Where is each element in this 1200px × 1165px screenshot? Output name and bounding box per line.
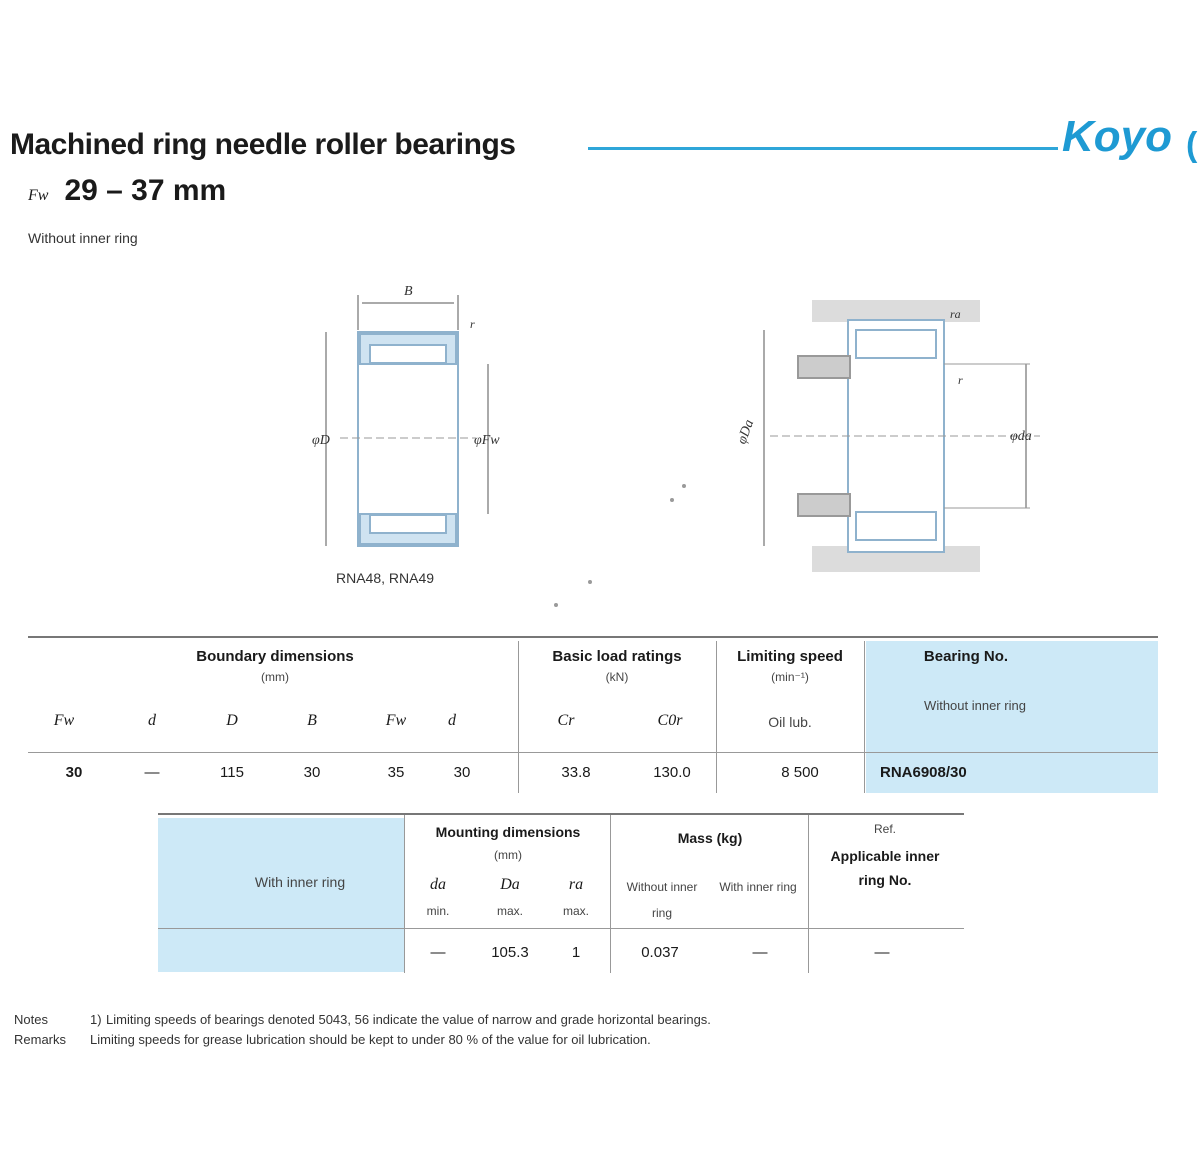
dim-label-da-upper: φda xyxy=(1010,429,1032,444)
remark-text: Limiting speeds for grease lubrication should be kept to under 80 % of the value for oil lubrication. xyxy=(90,1032,651,1047)
cell-ra: 1 xyxy=(571,944,581,961)
table-divider xyxy=(864,641,865,793)
footnotes xyxy=(14,1010,711,1050)
col-sub-da: min. xyxy=(426,904,450,918)
cell-d2: 30 xyxy=(453,764,471,781)
col-header-outer-d: D xyxy=(226,712,238,729)
col-header-d: d xyxy=(148,712,156,729)
group-header-speed: Limiting speed xyxy=(737,648,843,665)
dim-label-d: φD xyxy=(312,433,330,448)
lower-table-top-rule xyxy=(158,813,964,815)
table-top-rule xyxy=(28,636,1158,638)
brand-mark: ( xyxy=(1186,126,1198,164)
with-inner-ring-label: With inner ring xyxy=(254,874,346,890)
note-text: Limiting speeds of bearings denoted 5043, 56 indicate the value of narrow and grade horizontal bearings. xyxy=(106,1012,711,1027)
col-header-da: da xyxy=(430,876,446,893)
bearing-subheader: Without inner ring xyxy=(924,698,1026,713)
cell-cr: 33.8 xyxy=(561,764,591,781)
group-unit-speed: (min⁻¹) xyxy=(771,670,809,684)
cell-b: 30 xyxy=(303,764,321,781)
cell-da-upper: 105.3 xyxy=(491,944,529,961)
col-header-ra: ra xyxy=(568,876,584,893)
col-header-fw: Fw xyxy=(53,712,75,729)
note-label: Notes xyxy=(14,1012,48,1027)
mass-col-without: Without inner ring xyxy=(626,880,698,920)
remark-label: Remarks xyxy=(14,1032,67,1047)
group-header-load: Basic load ratings xyxy=(552,648,682,665)
lower-table-divider xyxy=(404,815,405,973)
cell-outer-d: 115 xyxy=(220,764,244,781)
col-header-oil: Oil lub. xyxy=(768,714,812,730)
group-unit-mounting: (mm) xyxy=(494,848,522,862)
col-header-fw2: Fw xyxy=(385,712,407,729)
note-number: 1) xyxy=(90,1012,102,1027)
group-unit-load: (kN) xyxy=(605,670,629,684)
group-header-applicable: Applicable inner ring No. xyxy=(830,848,940,888)
note-line xyxy=(14,1010,711,1030)
dim-label-da-lower: φDa xyxy=(734,417,758,447)
cell-d: — xyxy=(144,764,160,781)
with-inner-ring-shade xyxy=(158,818,404,972)
remark-line xyxy=(14,1030,711,1050)
watermark-dots xyxy=(554,484,686,607)
page-title: Machined ring needle roller bearings xyxy=(10,128,516,161)
dim-label-b: B xyxy=(404,284,413,299)
cell-fw2: 35 xyxy=(387,764,405,781)
col-header-b: B xyxy=(307,712,317,729)
bearing-section-drawing xyxy=(326,295,488,546)
col-sub-ra: max. xyxy=(562,904,589,918)
col-sub-da-upper: max. xyxy=(496,904,523,918)
range-value: 29 – 37 mm xyxy=(64,174,227,207)
table-header-rule xyxy=(28,752,1158,753)
group-header-ref: Ref. xyxy=(873,822,896,836)
group-header-mass: Mass (kg) xyxy=(677,830,743,846)
cell-mass-without: 0.037 xyxy=(641,944,679,961)
dim-label-r: r xyxy=(470,317,475,331)
group-unit-dimensions: (mm) xyxy=(261,670,289,684)
mass-col-with: With inner ring xyxy=(719,880,797,894)
col-header-da-upper: Da xyxy=(500,876,520,893)
cell-applicable: — xyxy=(874,944,890,961)
cell-fw: 30 xyxy=(65,764,83,781)
group-header-mounting: Mounting dimensions xyxy=(435,824,581,840)
brand-logo: Koyo xyxy=(1062,112,1172,161)
cell-speed: 8 500 xyxy=(781,764,819,781)
col-header-cr: Cr xyxy=(557,712,575,729)
col-header-d2: d xyxy=(448,712,456,729)
figure-caption: RNA48, RNA49 xyxy=(336,570,435,586)
cell-mass-with: — xyxy=(752,944,768,961)
mounting-drawing xyxy=(764,300,1040,572)
dim-label-ra: ra xyxy=(950,307,961,321)
col-header-c0r: C0r xyxy=(657,712,683,729)
cell-bearing-no: RNA6908/30 xyxy=(880,764,967,781)
lower-table-divider xyxy=(610,815,611,973)
lower-table-header-rule xyxy=(158,928,964,929)
lower-table-divider xyxy=(808,815,809,973)
page-subtitle: Without inner ring xyxy=(28,230,138,246)
cell-c0r: 130.0 xyxy=(653,764,691,781)
group-header-bearing: Bearing No. xyxy=(923,648,1009,665)
cell-da: — xyxy=(430,944,446,961)
range-symbol: Fw xyxy=(28,187,49,204)
dim-label-rs: r xyxy=(958,373,963,387)
group-header-dimensions: Boundary dimensions xyxy=(196,648,354,665)
dim-label-fw: φFw xyxy=(474,433,500,448)
